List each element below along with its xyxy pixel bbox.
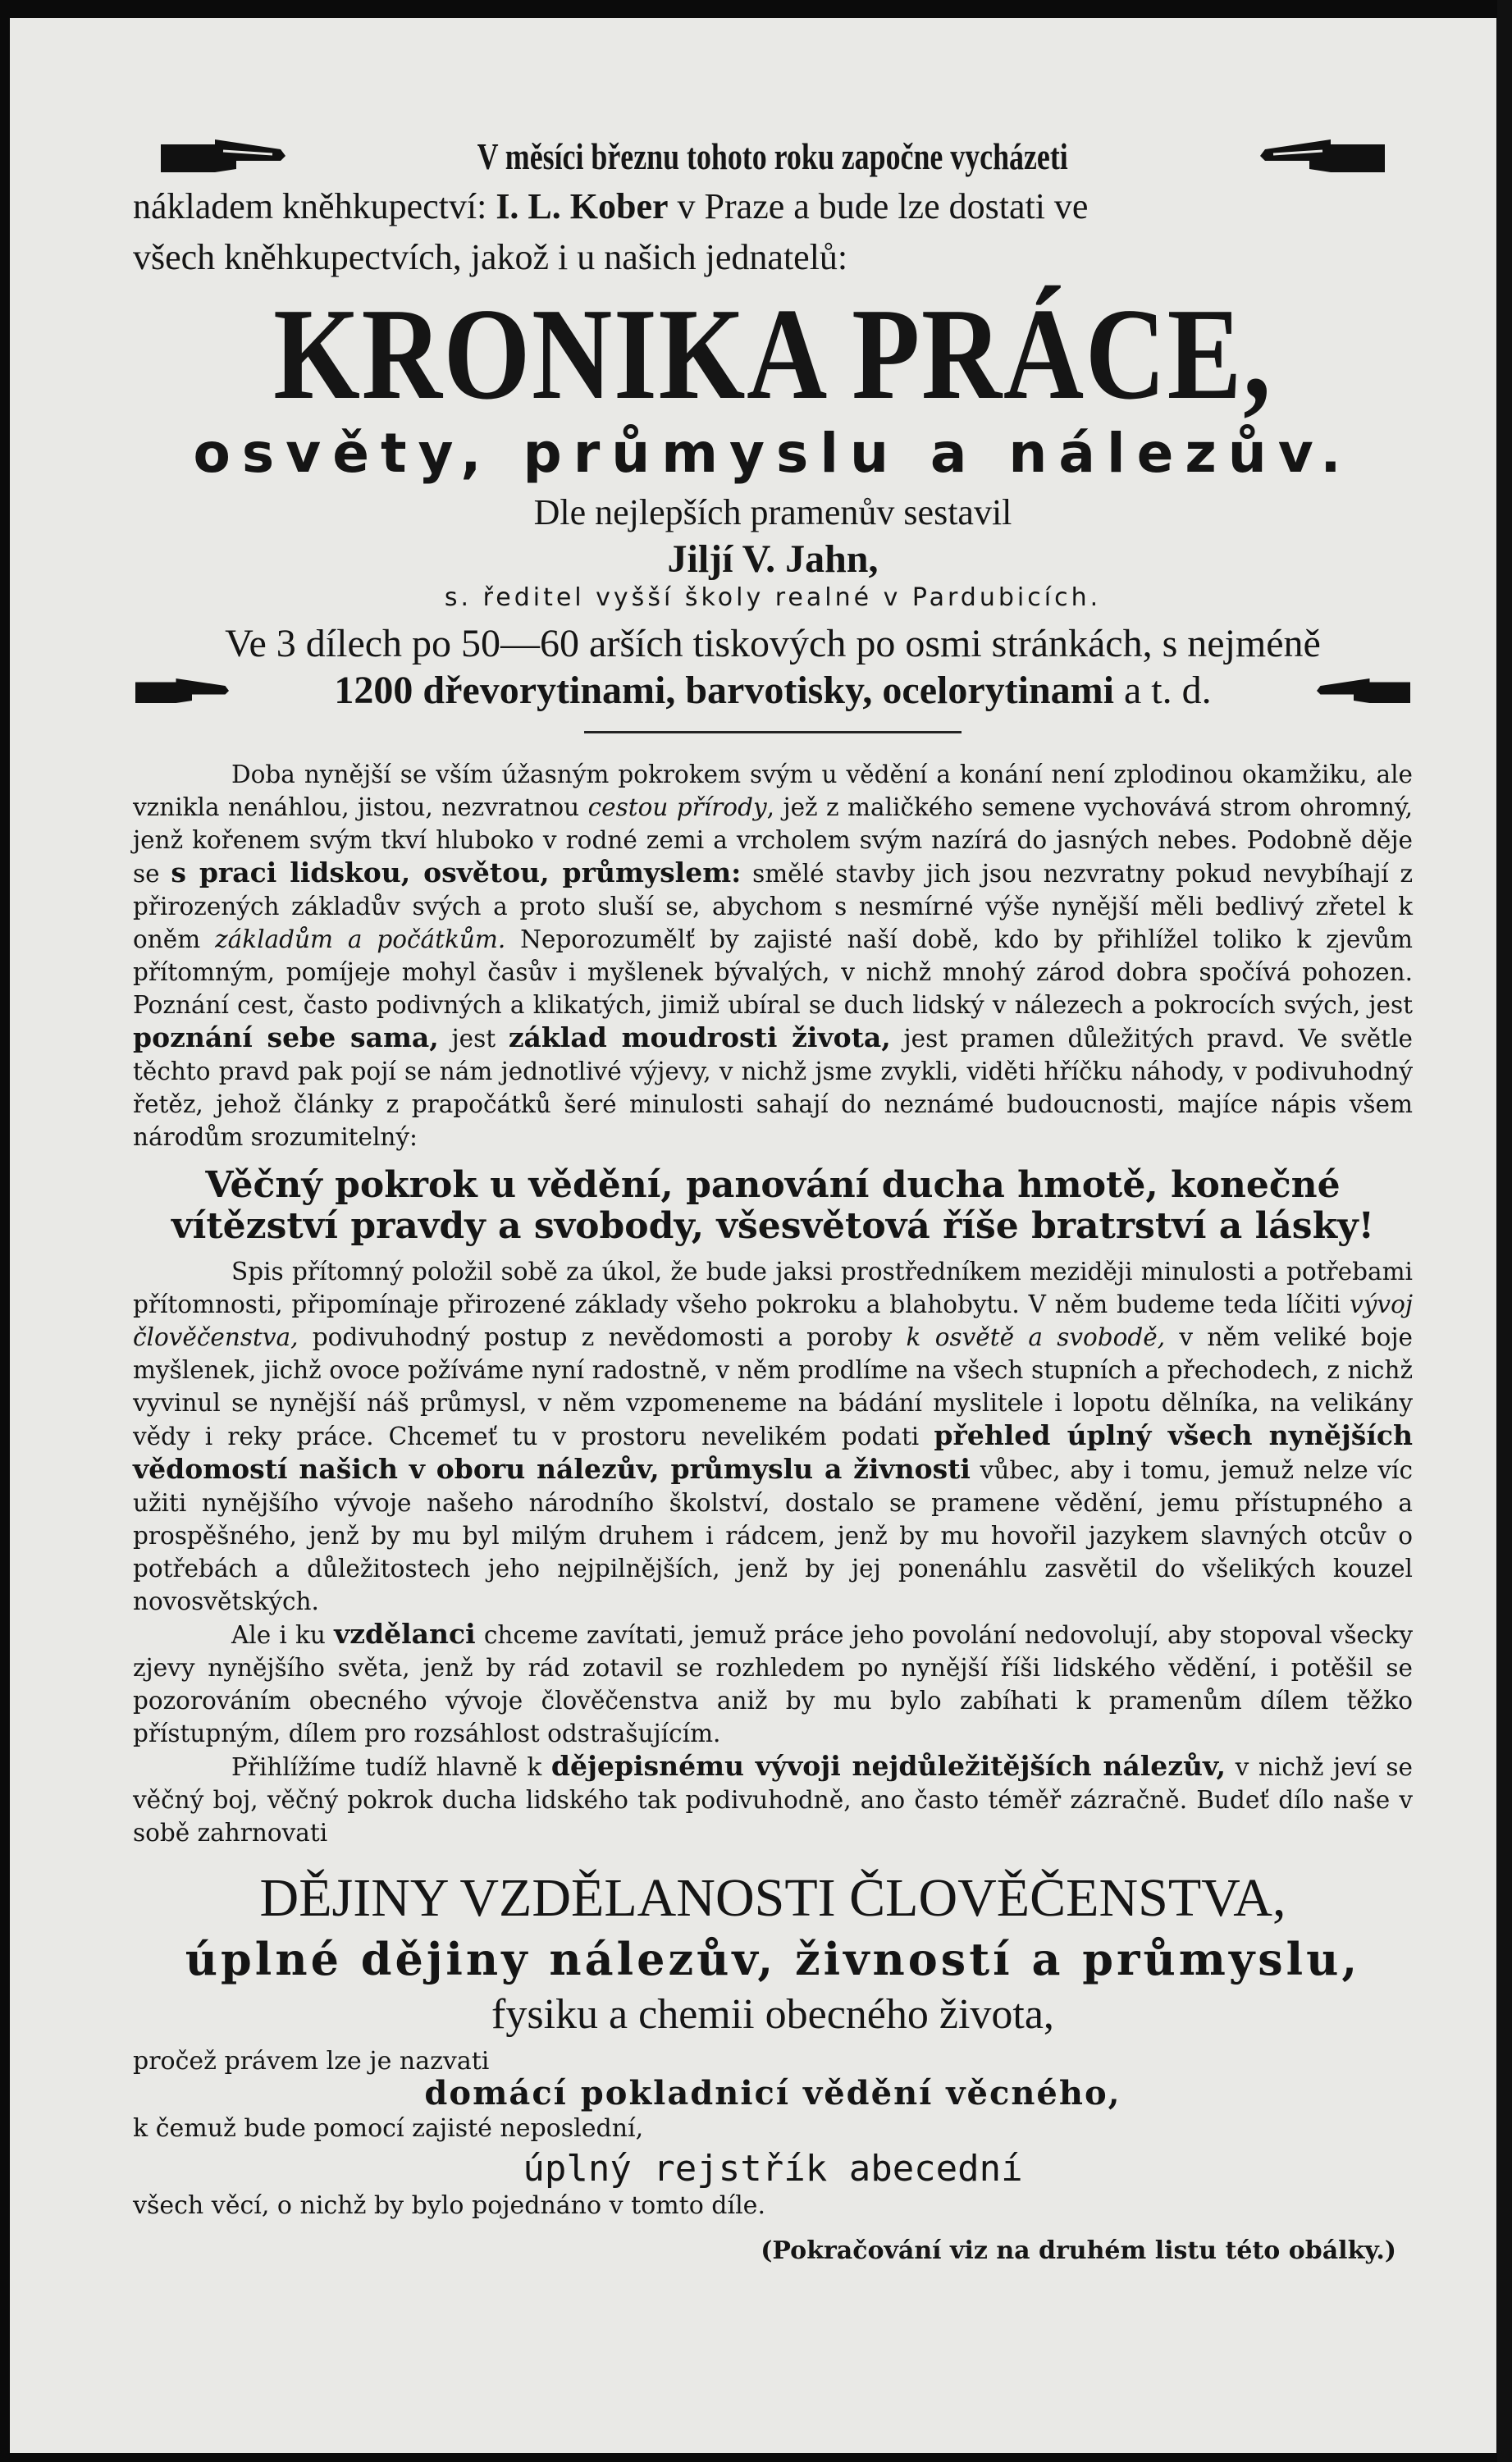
- publisher-line-2: všech kněhkupectvích, jakož i u našich jednatelů:: [133, 237, 848, 277]
- emphasis-text: cestou přírody: [587, 793, 767, 821]
- volume-line-1: Ve 3 dílech po 50—60 arších tiskových po osmi stránkách, s nejméně: [225, 622, 1321, 665]
- page-sheet: [10, 18, 1496, 2453]
- text-run: jest pramen důležitých pravd. Ve světle těchto pravd pak pojí se nám jednotlivé výjevy, v nichž jsme zvykli, viděti hříčku náhody, v podivuhodný řetěz, jehož články z prapočátků šeré minulosti sahají do neznámé budoucnosti, majíce nápis všem národům srozumitelný:: [133, 1025, 1413, 1151]
- body-text: [133, 758, 1413, 1849]
- continued-note: (Pokračování viz na druhém listu této obálky.): [761, 2236, 1396, 2265]
- text-run: Ale i ku: [231, 1621, 335, 1649]
- pointing-hand-right-icon: [158, 133, 289, 179]
- subtitle: osvěty, průmyslu a nálezův.: [193, 422, 1353, 485]
- contents-lead-3: všech věcí, o nichž by bylo pojednáno v tomto díle.: [133, 2191, 765, 2220]
- paragraph-3: [133, 1618, 1413, 1750]
- text-run: smělé stavby jich jsou nezvratny pokud nevybíhají z přirozených základův svých a proto sluší se, abychom s nesmírné výše nynější měli bedlivý zřetel k oněm: [133, 860, 1413, 953]
- contents-title: DĚJINY VZDĚLANOSTI ČLOVĚČENSTVA,: [259, 1868, 1286, 1928]
- text-run: , jež z maličkého semene vychovává strom ohromný, jenž kořenem svým tkví hluboko v rodné zemi a vrcholem svým nazírá do jasných nebes. Podobně děje se: [133, 793, 1413, 888]
- contents-treasury: domácí pokladnicí vědění věcného,: [424, 2074, 1121, 2113]
- author-name: Jiljí V. Jahn,: [667, 537, 879, 581]
- motto: Věčný pokrok u vědění, panování ducha hmotě, konečné vítězství pravdy a svobody, všesvětová říše bratrství a lásky!: [171, 1164, 1374, 1247]
- contents-subtitle: úplné dějiny nálezův, živností a průmyslu,: [185, 1933, 1361, 1985]
- main-title: KRONIKA PRÁCE,: [273, 281, 1272, 427]
- announcement-headline: V měsíci březnu tohoto roku započne vycházeti: [477, 135, 1069, 177]
- text-run: Spis přítomný položil sobě za úkol, že bude jaksi prostředníkem meziději minulosti a potřebami přítomnosti, připomínaje přirozené základy všeho pokroku a blahobytu. V něm budeme teda líčiti: [133, 1258, 1413, 1318]
- author-role: s. ředitel vyšší školy realné v Pardubicích.: [444, 583, 1102, 612]
- text-run: Přihlížíme tudíž hlavně k: [231, 1753, 551, 1781]
- paragraph-4: [133, 1750, 1413, 1849]
- bold-text: s praci lidskou, osvětou, průmyslem:: [171, 856, 742, 888]
- text-run: Neporozumělť by zajisté naší době, kdo by přihlížel toliko k zjevům přítomným, pomíjeje mohyl časův i myšlenek bývalých, v nichž mnohý zárod dobra spočívá pohozen. Poznání cest, často podivných a klikatých, jimiž ubíral se duch lidský v nálezech a pokrocích svých, jest: [133, 925, 1413, 1019]
- emphasis-text: základům a počátkům.: [215, 925, 506, 953]
- bold-text: poznání sebe sama,: [133, 1021, 439, 1053]
- emphasis-text: k osvětě a svobodě,: [906, 1323, 1166, 1351]
- text-run: v něm veliké boje myšlenek, jichž ovoce požíváme nyní radostně, v něm prodlíme na všech stupních a přechodech, z nichž vyvinul se nynější náš průmysl, v něm vzpomeneme na bádání myslitele i lopotu dělníka, na velikány vědy i reky práce. Chcemeť tu v prostoru nevelikém podati: [133, 1323, 1413, 1450]
- paragraph-2: [133, 1255, 1413, 1618]
- text-run: podivuhodný postup z nevědomosti a poroby: [298, 1323, 907, 1351]
- contents-lead-1: pročež právem lze je nazvati: [133, 2047, 490, 2076]
- volume-etc: a t. d.: [1123, 669, 1212, 712]
- author-intro: Dle nejlepších pramenův sestavil: [533, 492, 1012, 532]
- volume-line-2: [133, 668, 1413, 713]
- text-run: v nichž jeví se věčný boj, věčný pokrok ducha lidského tak podivuhodně, ano často téměř zázračně. Budeť dílo naše v sobě zahrnovati: [133, 1753, 1413, 1847]
- pointing-hand-right-icon: [133, 672, 231, 710]
- volume-illustrations: 1200 dřevorytinami, barvotisky, ocelorytinami: [334, 669, 1114, 712]
- contents-lead-2: k čemuž bude pomocí zajisté neposlední,: [133, 2114, 644, 2143]
- bold-text: základ moudrosti života,: [508, 1021, 891, 1053]
- bold-text: dějepisnému vývoji nejdůležitějších nálezův,: [550, 1750, 1227, 1782]
- paragraph-1: [133, 758, 1413, 1153]
- contents-index: úplný rejstřík abecední: [523, 2148, 1023, 2190]
- bold-text: vzdělanci: [334, 1618, 476, 1650]
- volume-details: [334, 668, 1211, 713]
- contents-physics: fysiku a chemii obecného života,: [491, 1991, 1054, 2038]
- publisher-rest: v Praze a bude lze dostati ve: [677, 186, 1089, 226]
- publisher-line-1: [133, 184, 1413, 230]
- pointing-hand-left-icon: [1257, 133, 1388, 179]
- emphasis-text: vývoj člověčenstva,: [133, 1290, 1413, 1351]
- scan-edge: [1497, 0, 1512, 2462]
- text-run: vůbec, aby i tomu, jemuž nelze víc užiti nynějšího vývoje našeho národního školství, dostalo se pramene vědění, jemu přístupného a prospěšného, jenž by mu byl milým druhem i rádcem, jenž by mu hovořil jazykem slavných otcův o potřebách a důležitostech jeho nejpilnějších, jenž by jej ponenáhlu zasvětil do všelikých kouzel novosvětských.: [133, 1456, 1413, 1615]
- divider-rule: [584, 731, 962, 733]
- text-run: chceme zavítati, jemuž práce jeho povolání nedovolují, aby stopoval všecky zjevy nynějšího světa, jenž by rád zotavil se rozhledem po nynější říši lidského vědění, i potěšil se pozorováním obecného vývoje člověčenstva aniž by mu bylo zabíhati k pramenům dílem těžko přístupným, dílem pro rozsáhlost odstrašujícím.: [133, 1621, 1413, 1747]
- text-run: jest: [438, 1025, 509, 1053]
- bold-text: přehled úplný všech nynějších vědomostí našich v oboru nálezův, průmyslu a živnosti: [133, 1419, 1413, 1485]
- content-column: [133, 133, 1413, 2265]
- announcement-headline-row: [133, 133, 1413, 179]
- text-run: Doba nynější se vším úžasným pokrokem svým u vědění a konání není zplodinou okamžiku, ale vznikla nenáhlou, jistou, nezvratnou: [133, 761, 1413, 821]
- publisher-lead: nákladem kněhkupectví:: [133, 186, 487, 226]
- pointing-hand-left-icon: [1314, 672, 1413, 710]
- publisher-name: I. L. Kober: [496, 186, 669, 226]
